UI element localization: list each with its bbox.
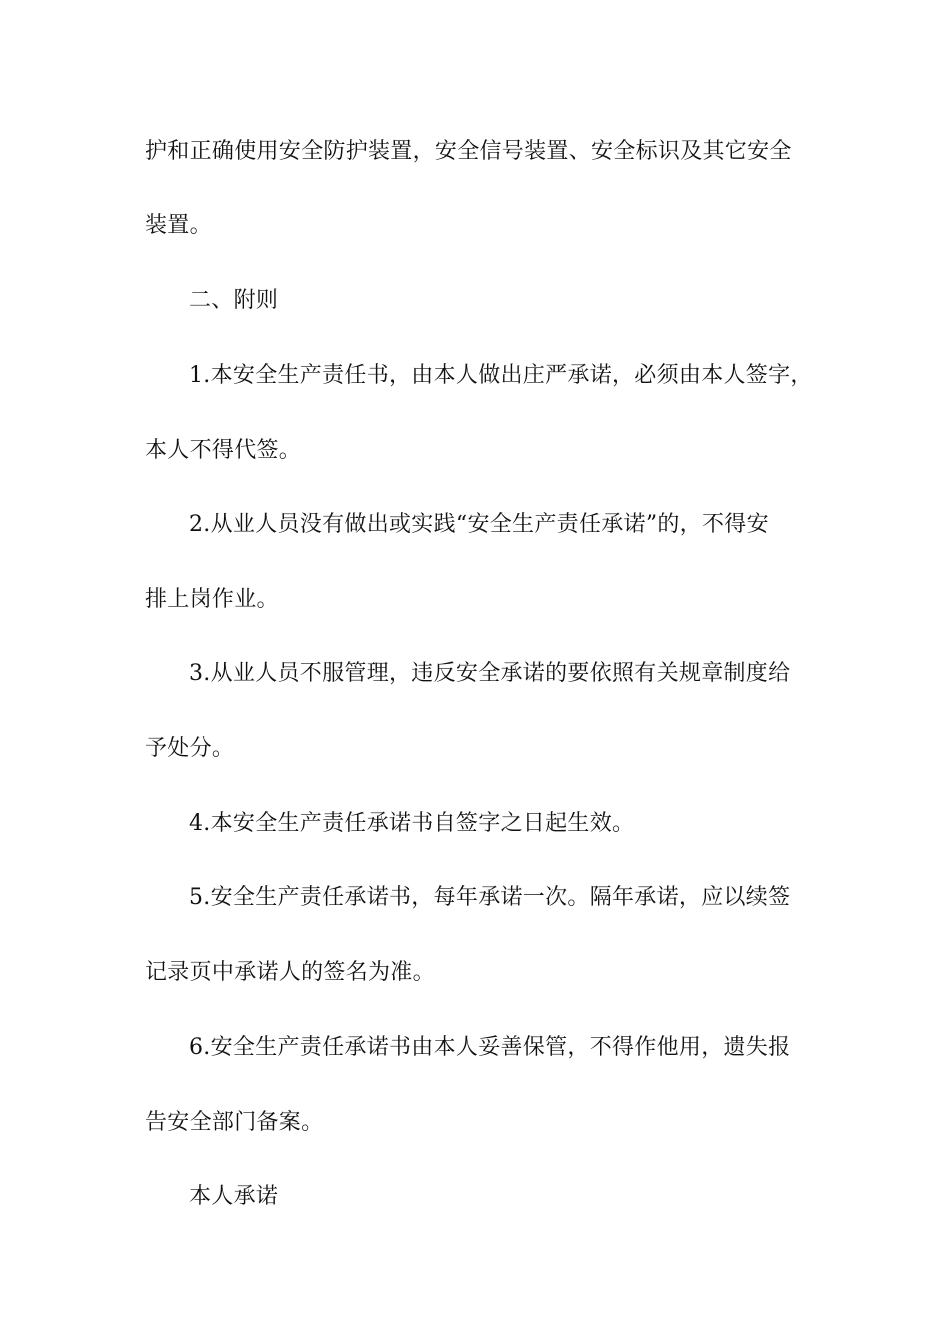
paragraph-line: 予处分。 xyxy=(145,736,235,761)
paragraph-line: 6.安全生产责任承诺书由本人妥善保管，不得作他用，遗失报 xyxy=(189,1035,791,1060)
paragraph-line: 排上岗作业。 xyxy=(145,587,279,612)
paragraph-line: 装置。 xyxy=(145,213,212,238)
paragraph-line: 告安全部门备案。 xyxy=(145,1110,324,1135)
paragraph-line: 护和正确使用安全防护装置，安全信号装置、安全标识及其它安全 xyxy=(145,139,792,164)
paragraph-line: 3.从业人员不服管理，违反安全承诺的要依照有关规章制度给 xyxy=(189,661,791,686)
paragraph-line: 1.本安全生产责任书，由本人做出庄严承诺，必须由本人签字， xyxy=(189,363,813,388)
section-heading: 二、附则 xyxy=(189,288,279,313)
paragraph-line: 2.从业人员没有做出或实践“安全生产责任承诺”的，不得安 xyxy=(189,512,769,537)
paragraph-line: 4.本安全生产责任承诺书自签字之日起生效。 xyxy=(189,811,635,836)
signature-heading: 本人承诺 xyxy=(189,1184,279,1209)
paragraph-line: 本人不得代签。 xyxy=(145,438,302,463)
paragraph-line: 记录页中承诺人的签名为准。 xyxy=(145,960,435,985)
paragraph-line: 5.安全生产责任承诺书，每年承诺一次。隔年承诺，应以续签 xyxy=(189,885,791,910)
